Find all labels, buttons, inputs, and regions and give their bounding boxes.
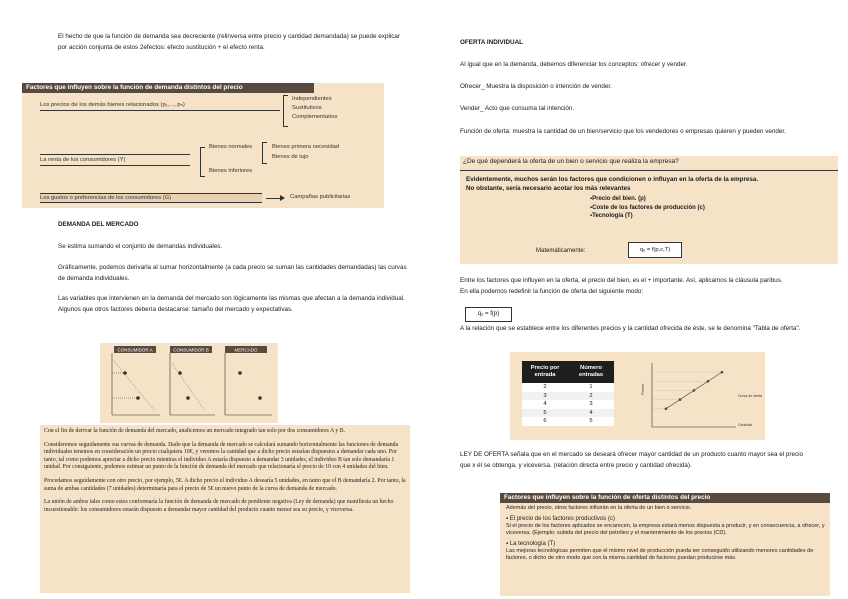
sf-t1: Si el precio de los factores aplicados se encarecen, la empresa estará menos dispuesta a producir, y en consecuencia, a ofrecer, y viceversa. (Ejemplo: subida del precio del petróleo y el mantenimiento de los precios (CD). [506,523,825,536]
supply-p1: Al igual que en la demanda, debemos diferenciar los conceptos: ofrecer y vender. [460,61,688,68]
graph-b [170,353,215,415]
supply-table [522,361,614,426]
factor-row-prices-label: Los precios de los demás bienes relacionados (p₁,..., pₙ) [40,102,185,108]
serif-p4: La unión de ambos tales como estos conformaría la función de demanda de mercado de pendiente negativa (Ley de demanda) que manifiesta un hecho incuestionable: los consumidores estarán dispuesto a demandar mayor cantidad del producto cuanto menor sea su precio, y viceversa. [44,499,394,513]
factor-row-tastes [40,193,262,203]
supply-p4: Función de oferta: muestra la cantidad de un bien/servicio que los vendedores o empresas quieren y pueden vender. [460,128,786,135]
curve-label: Curva de oferta [738,394,763,398]
header-price: Precio por entrada [530,365,560,378]
supply-p2: Ofrecer_ Muestra la disposición o intención de vender. [460,83,612,90]
table-header [522,361,614,383]
factor-row-prices [40,102,280,111]
table-cell: 6 [543,418,547,424]
factor-tech: ▪Tecnología (T) [590,213,633,219]
item-primera-necesidad: Bienes primera necesidad [272,144,340,150]
table-cell: 5 [543,409,547,416]
supply-answer-1: Evidentemente, muchos serán los factores que condicionen o influyan en la oferta de la empresa. [466,176,759,183]
formula-2: qₒ = f(p) [465,307,512,322]
item-sustitutivos: Sustitutivos [292,105,322,111]
market-p3: Las variables que intervienen en la demanda del mercado son lógicamente las mismas que afectan a la demanda individual. Algunos que otros factores debería destacarse: tamaño del mercado y expectativas. [58,295,405,313]
table-cell: 1 [589,384,593,390]
serif-p3: Procedamos seguidamente con otro precio, por ejemplo, 5€. A dicho precio el individuo A desearía 5 unidades, en tanto que el B demandaría 2. Por tanto, la suma de ambas cantidades (7 unidades) determinaría para el precio de 5€ un nuevo punto de la curva de demanda de mercado. [44,477,406,492]
table-row [522,383,614,392]
factor-row-income [40,154,190,166]
prices-items [292,95,337,122]
item-complementarios: Complementarios [292,114,338,120]
table-cell: 5 [589,418,593,424]
table-row [522,409,614,418]
supply-p6: A la relación que se establece entre los diferentes precios y la cantidad ofrecida de éste, se le denomina "Tabla de oferta". [460,325,801,332]
market-explanation-text [44,428,406,514]
point-a1 [123,371,127,375]
table-cell: 3 [589,401,593,407]
factor-price: ▪Precio del bien. (p) [590,196,646,202]
point-b2 [186,396,190,400]
header-tickets: Número entradas [578,365,604,378]
point-m1 [238,371,242,375]
advertising-item: Campañas publicitarias [290,194,351,200]
table-row [522,392,614,401]
table-body [522,383,614,426]
supply-factors-content [506,505,826,562]
y-axis-label: Precio [640,383,645,395]
market-demand-title: DEMANDA DEL MERCADO [58,221,139,228]
sf-h1: ▪ El precio de los factores productivos (c) [506,516,615,522]
factor-row-tastes-label: Los gustos o preferencias de los consumidores (G) [40,195,172,201]
formula-box: qₒ = f(p,c,T) [628,242,682,258]
supply-p3: Vender_ Acto que consuma tal intención. [460,105,575,112]
table-cell: 4 [589,409,593,416]
factor-row-income-label: La renta de los consumidores (Y) [40,157,126,163]
serif-p2: Consideremos seguidamente sus curvas de demanda. Dado que la demanda de mercado se calculará sumando horizontalmente las funciones de demanda individuales tenemos en consideración un precio cualquiera 10€, y veremos la cantidad que a dicho precio estarían dispuestos a demandar cada uno. Por tanto, tal como podemos apreciar a dicho precio mientras el individuo A estaría dispuesto a demandar 3 unidades, el individuo B tan solo demandaría 1 unidad. Por consiguiente, podemos estimar un punto de la función de demanda del mercado que relacionaría el precio de 10 con 4 unidades del bien. [44,441,399,471]
supply-factors-title: Factores que influyen sobre la función de oferta distintos del precio [500,493,830,503]
intro-paragraph: El hecho de que la función de demanda sea decreciente (relinversa entre precio y cantidad demandada) se puede explicar por acción conjunta de estos 2efectos: efecto sustitución + el efecto renta. [58,33,400,51]
x-axis-label: Cantidad [738,423,753,427]
sf-intro: Además del precio, otros factores influirán en la oferta de un bien o servicio. [506,505,692,511]
table-cell: 4 [543,401,547,407]
graph-label-b: CONSUMIDOR B [173,347,209,353]
table-row [522,417,614,426]
sf-t2: Las mejoras tecnológicas permiten que el mismo nivel de producción pueda ser conseguido utilizando menores cantidades de factores, o dicho de otro modo que con la misma cantidad de factores puedan producirse más. [506,548,814,561]
point-a2 [136,396,140,400]
market-p1: Se estima sumando el conjunto de demandas individuales. [58,243,223,250]
supply-question: ¿De qué dependerá la oferta de un bien o servicio que realiza la empresa? [463,158,679,165]
brace-normal [262,142,267,164]
supply-law: LEY DE OFERTA señala que en el mercado se deseará ofrecer mayor cantidad de un producto cuanto mayor sea el precio que x él se obtenga, y viceversa. (relación directa entre precio y cantidad ofrecida). [460,451,804,469]
demand-graphs [100,343,278,423]
normal-goods-items [272,142,339,162]
arrow-head-icon [280,195,285,201]
table-cell: 3 [543,392,547,399]
serif-p1: Con el fin de derivar la función de demanda del mercado, analicemos un mercado integrado tan solo por dos consumidores A y B. [44,428,346,434]
income-inferior: Bienes inferiores [209,168,253,174]
question-rule [460,170,838,171]
demand-factors-title: Factores que influyen sobre la función de demanda distintos del precio [22,83,314,93]
supply-answer-2: No obstante, sería necesario acotar los más relevantes [466,185,631,192]
market-p2: Gráficamente, podemos derivarla al sumar horizontalmente (a cada precio se suman las cantidades demandadas) las curvas de demanda individuales. [58,264,407,282]
graph-label-m: MERCADO [234,347,258,353]
supply-graph [640,355,764,437]
table-cell: 2 [543,384,547,390]
table-cell: 2 [589,392,593,399]
graph-a [112,353,160,415]
supply-factors-list [590,195,705,221]
graph-market [225,353,272,415]
brace-income [200,147,205,177]
math-label: Matemáticamente: [536,248,586,254]
supply-p5: Entre los factores que influyen en la oferta, el precio del bien, es el + importante. Así, aplicamos la cláusula paribus. En ella podemos redefinir la función de oferta del siguiente modo: [460,277,783,295]
income-normal: Bienes normales [209,144,253,150]
brace-prices [283,95,288,127]
point-b1 [178,371,182,375]
graph-label-a: CONSUMIDOR A [117,347,153,353]
sf-h2: ▪ La tecnología (T) [506,541,556,547]
point-m2 [258,396,262,400]
table-row [522,400,614,409]
item-lujo: Bienes de lujo [272,154,309,160]
supply-title: OFERTA INDIVIDUAL [460,39,523,46]
item-independientes: Independientes [292,96,332,102]
factor-cost: ▪Coste de los factores de producción (c) [590,204,705,211]
